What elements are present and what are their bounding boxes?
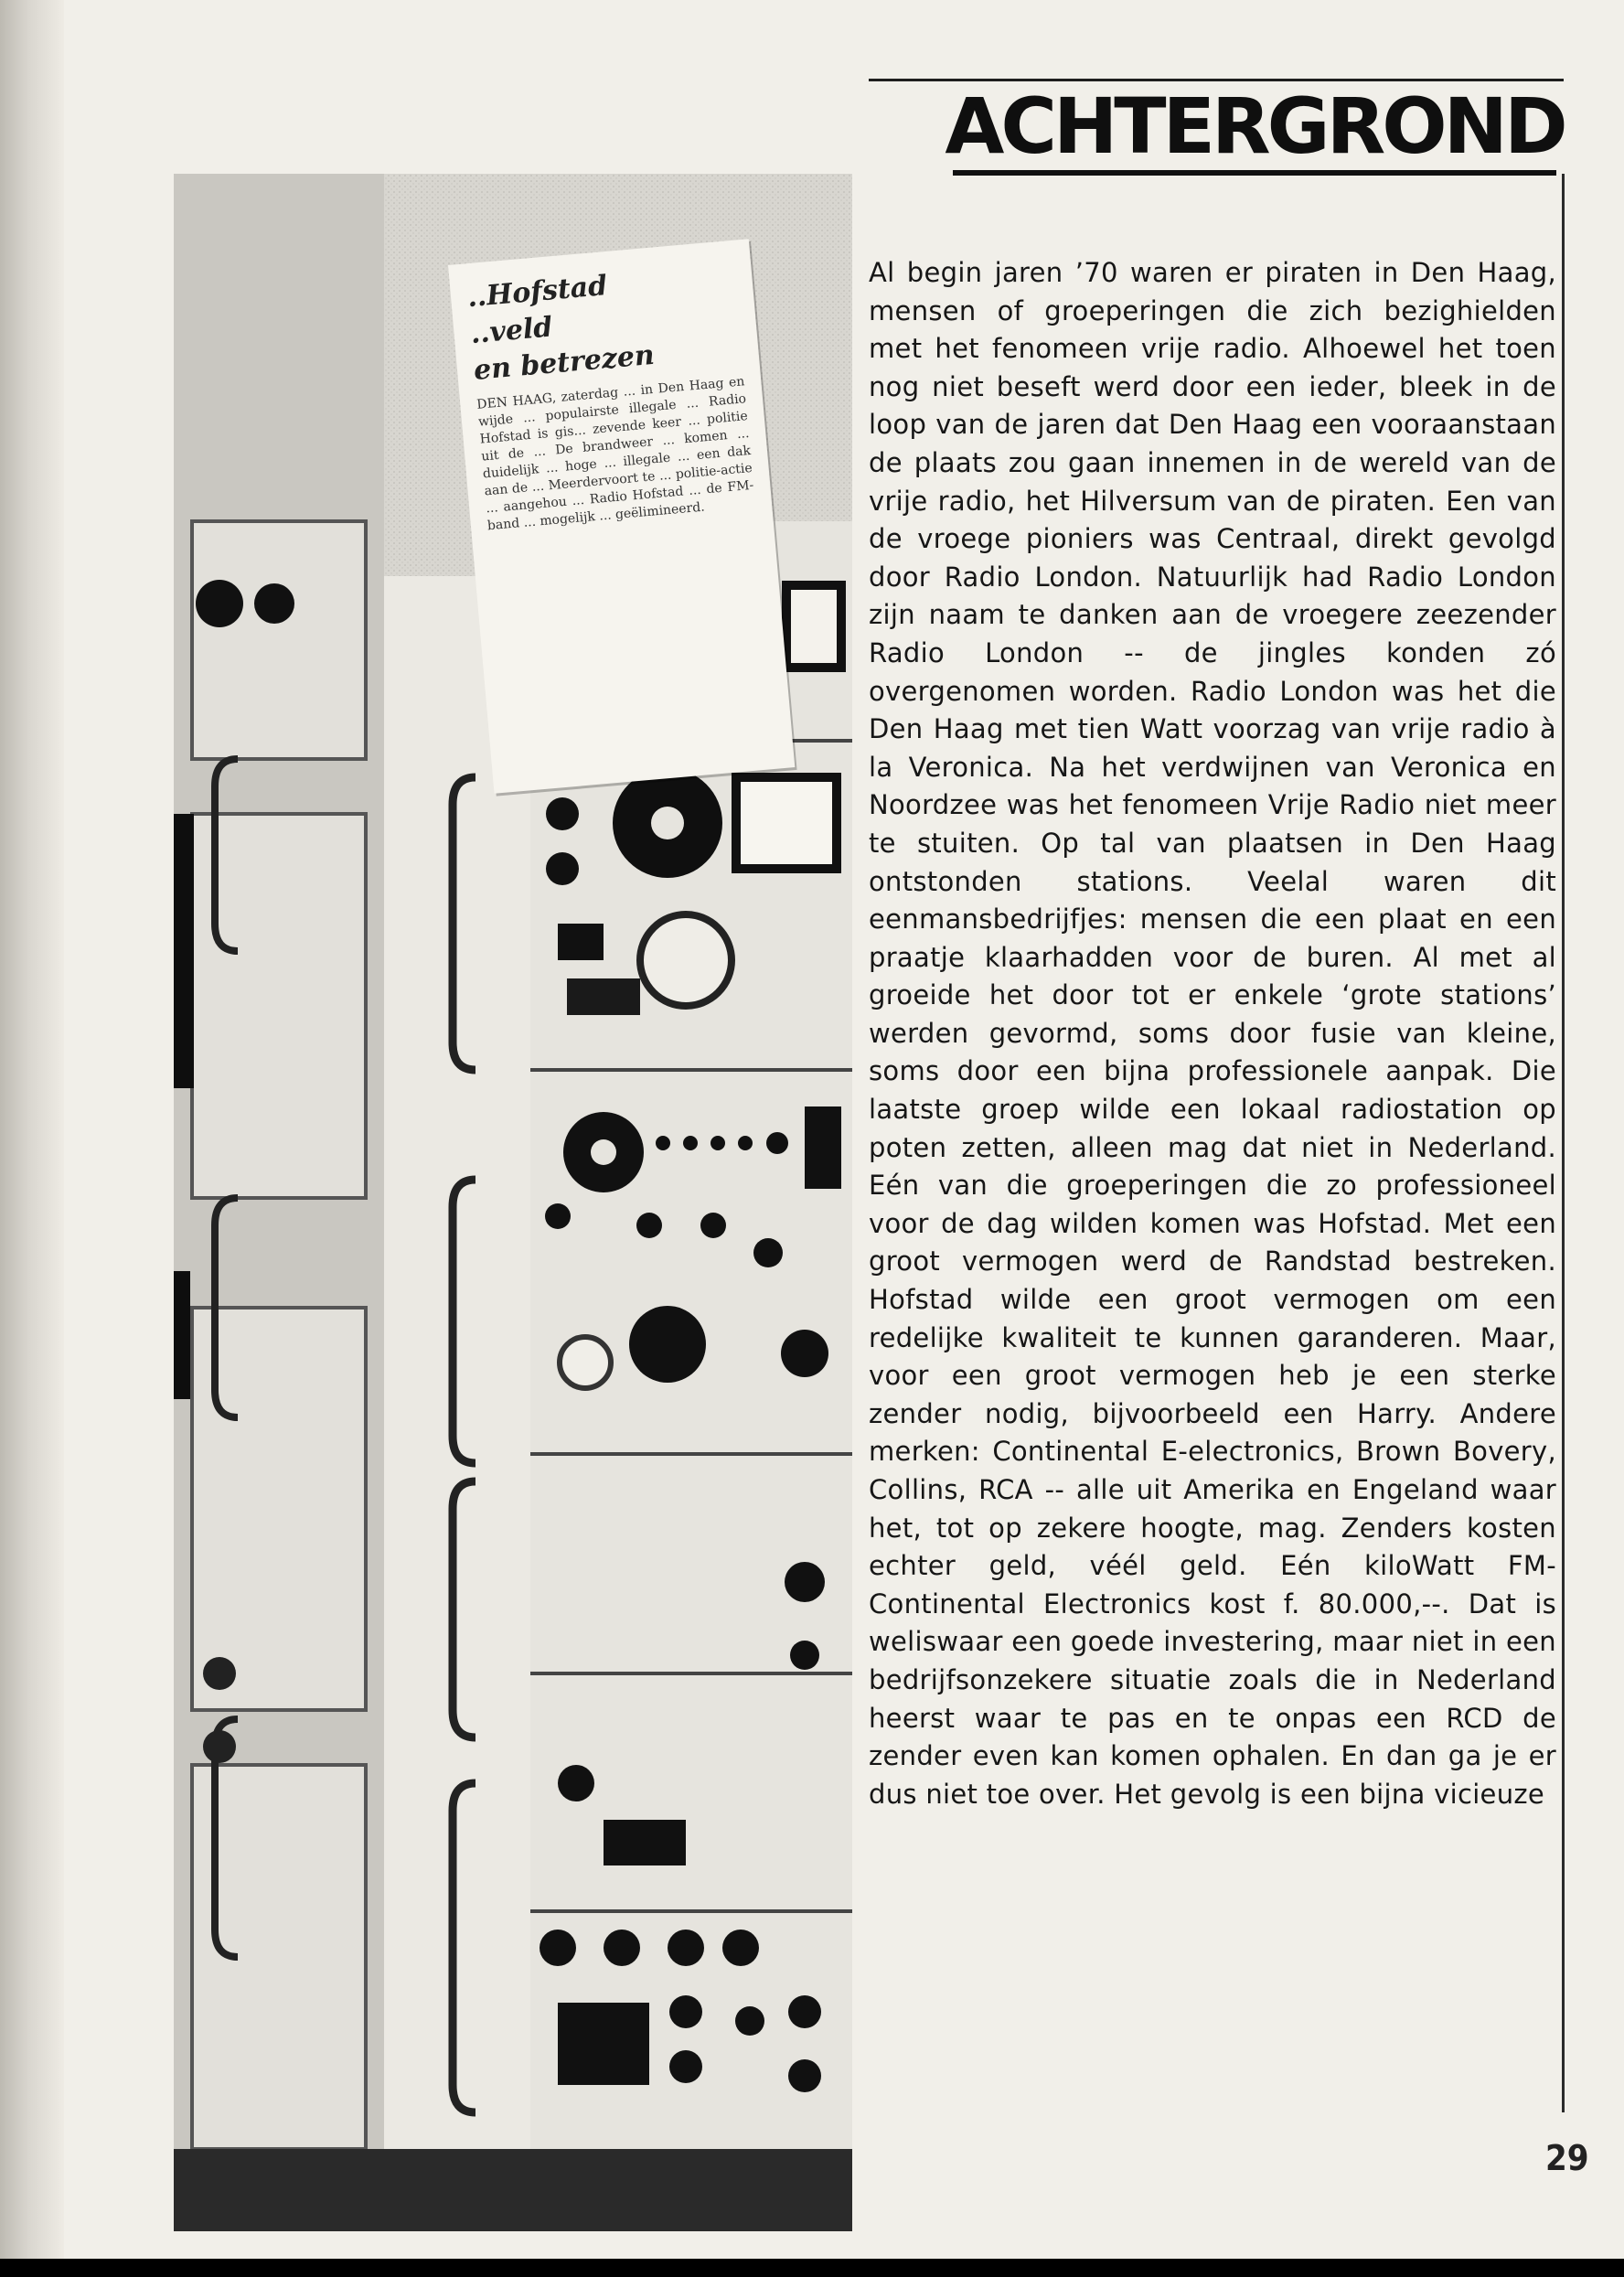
article-body: Al begin jaren ’70 waren er piraten in Den Haag, mensen of groeperingen die zich bezighielden met het fenomeen vrije radio. Alhoewel het toen nog niet beseft werd door een ieder, bleek in de loop van de jaren dat Den Haag een vooraanstaan de plaats zou gaan innemen in de wereld van de vrije radio, het Hilversum van de piraten. Een van de vroege pioniers was Centraal, direkt gevolgd door Radio London. Natuurlijk had Radio London zijn naam te danken aan de vroegere zeezender Radio London -- de jingles konden zó overgenomen worden. Radio London was het die Den Haag met tien Watt voorzag van vrije radio à la Veronica. Na het verdwijnen van Veronica en Noordzee was het fenomeen Vrije Radio niet meer te stuiten. Op tal van plaatsen in Den Haag ontstonden stations. Veelal waren dit eenmansbedrijfjes: mensen die een plaat en een praatje klaarhadden voor de buren. Al met al groeide het door tot er enkele ‘grote stations’ werden gevormd, soms door fusie van kleine, soms door een bijna professionele aanpak. Die laatste groep wilde een lokaal radiostation op poten zetten, alleen mag dat niet in Nederland. Eén van die groeperingen die zo professioneel voor de dag wilden komen was Hofstad. Met een groot vermogen werd de Randstad bestreken. Hofstad wilde een groot vermogen om een redelijke kwaliteit te kunnen garanderen. Maar, voor een groot vermogen heb je een sterke zender nodig, bijvoorbeeld een Harry. Andere merken: Continental E-electronics, Brown Bovery, Collins, RCA -- alle uit Amerika en Engeland waar het, tot op zekere hoogte, mag. Zenders kosten echter geld, véél geld. Eén kiloWatt FM-Continental Electronics kost f. 80.000,--. Dat is weliswaar een goede investering, maar niet in een bedrijfsonzekere situatie zoals die in Nederland heerst waar te pas en te onpas een RCD de zender even kan komen ophalen. En dan ga je er dus niet toe over. Het gevolg is een bijna vicieuze <box>869 257 1556 1810</box>
scan-bottom-edge <box>0 2259 1624 2277</box>
right-margin-rule <box>1562 174 1565 2112</box>
clipping-headline-line-3: en betrezen <box>472 338 657 387</box>
article-column <box>869 254 1556 1813</box>
page-binding-edge <box>0 0 64 2277</box>
section-title: ACHTERGROND <box>945 81 1565 171</box>
clipping-headline-line-2: ..veld <box>469 311 554 351</box>
page-number: 29 <box>1545 2138 1589 2178</box>
transmitter-photo <box>174 174 852 2231</box>
newspaper-clipping <box>448 239 795 794</box>
clipping-text: DEN HAAG, zaterdag ... in Den Haag en wijde ... populairste illegale ... Radio Hofstad is gis... zevende keer ... politie uit de ... De brandweer ... komen ... duidelijk ... hoge ... illegale ... een dak aan de ... Meerdervoort te ... politie-actie ... aangehou ... Radio Hofstad ... de FM-band ... mogelijk ... geëlimineerd. <box>475 374 754 534</box>
clipping-headline-line-1: ..Hofstad <box>465 269 609 315</box>
section-header <box>945 81 1565 176</box>
